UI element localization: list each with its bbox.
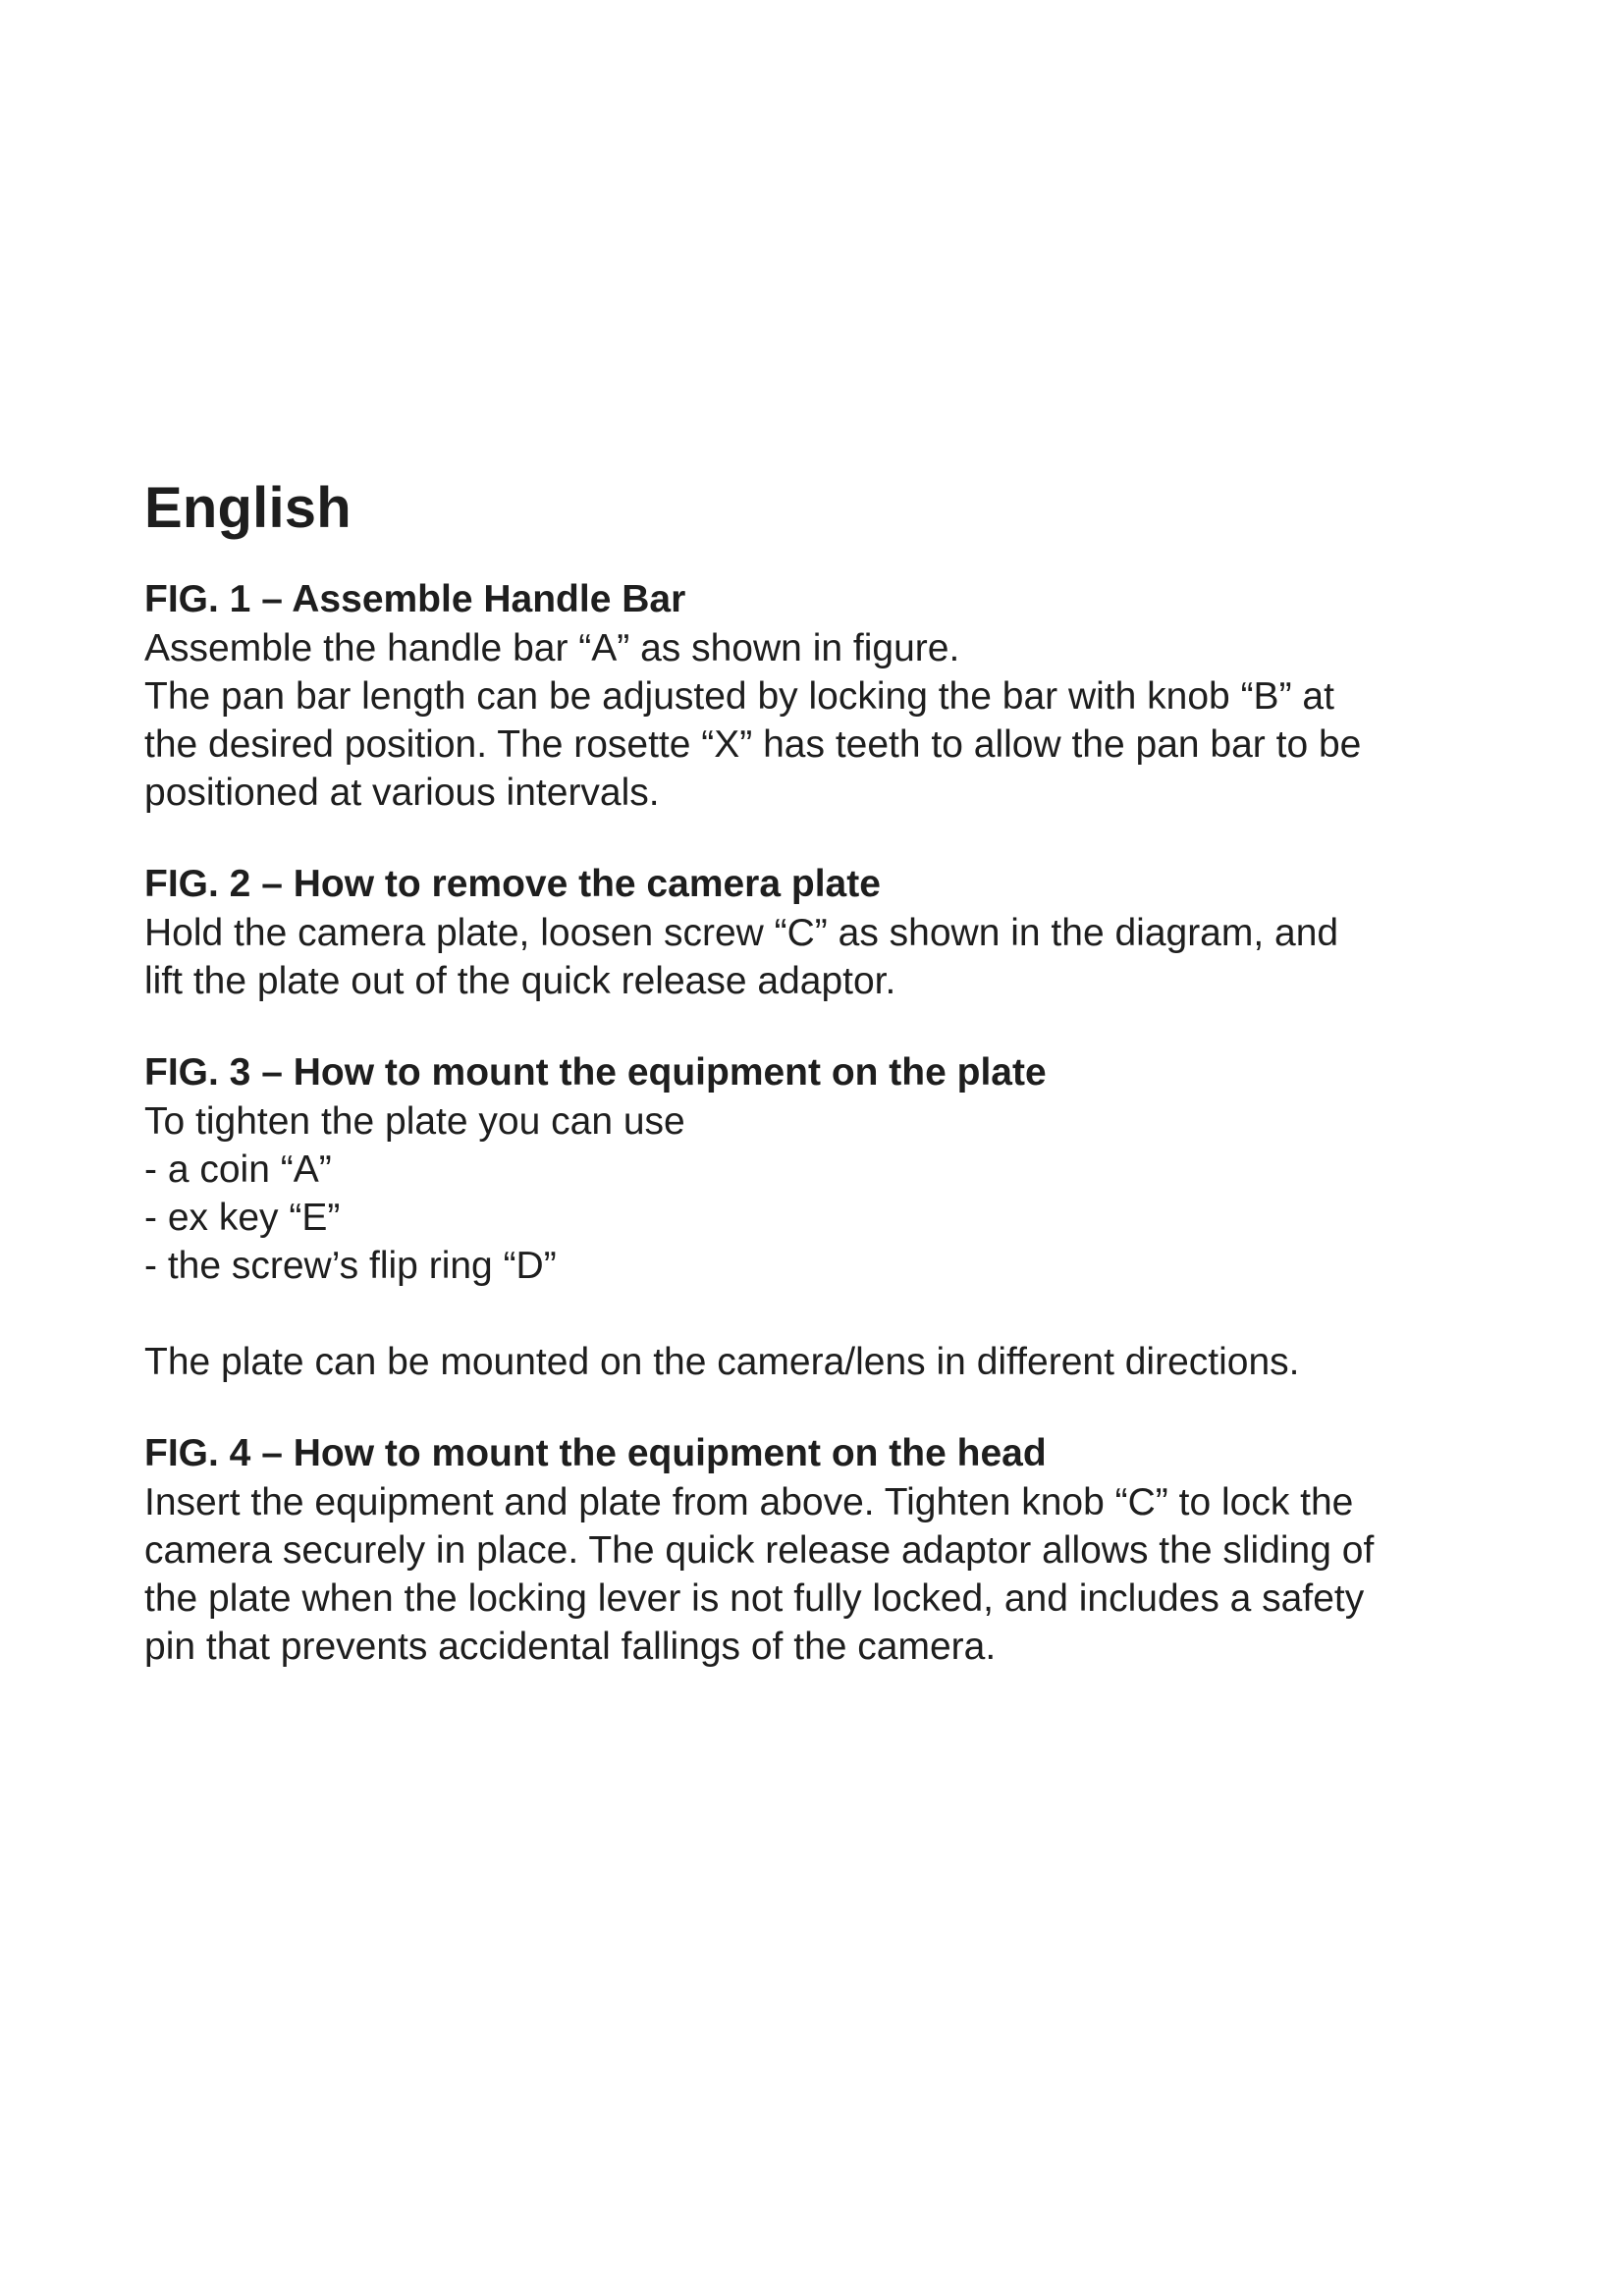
list-item: - a coin “A” — [144, 1148, 332, 1191]
fig-1-heading: FIG. 1 – Assemble Handle Bar — [144, 578, 686, 620]
fig-3-note: The plate can be mounted on the camera/lens in different directions. — [144, 1341, 1300, 1383]
language-heading: English — [144, 476, 352, 540]
document-body — [144, 469, 1499, 1714]
paragraph-gap — [144, 1290, 1499, 1338]
fig-4-line-3: the plate when the locking lever is not fully locked, and includes a safety — [144, 1577, 1365, 1620]
fig-1-line-3: the desired position. The rosette “X” has teeth to allow the pan bar to be — [144, 723, 1362, 766]
fig-2-section — [144, 860, 1499, 1005]
fig-2-heading: FIG. 2 – How to remove the camera plate — [144, 863, 881, 905]
fig-1-line-1: Assemble the handle bar “A” as shown in figure. — [144, 627, 960, 669]
fig-3-section — [144, 1048, 1499, 1386]
fig-3-heading: FIG. 3 – How to mount the equipment on the plate — [144, 1051, 1047, 1094]
list-item: - the screw’s flip ring “D” — [144, 1245, 557, 1287]
fig-4-line-1: Insert the equipment and plate from above. Tighten knob “C” to lock the — [144, 1481, 1354, 1523]
fig-2-line-2: lift the plate out of the quick release adaptor. — [144, 960, 896, 1002]
fig-4-section — [144, 1429, 1499, 1671]
fig-1-line-2: The pan bar length can be adjusted by locking the bar with knob “B” at — [144, 675, 1334, 718]
fig-3-intro: To tighten the plate you can use — [144, 1100, 685, 1143]
fig-1-section — [144, 575, 1499, 817]
fig-1-line-4: positioned at various intervals. — [144, 772, 660, 814]
list-item: - ex key “E” — [144, 1197, 341, 1239]
fig-2-line-1: Hold the camera plate, loosen screw “C” as shown in the diagram, and — [144, 912, 1339, 954]
fig-4-heading: FIG. 4 – How to mount the equipment on the head — [144, 1432, 1047, 1474]
fig-4-line-4: pin that prevents accidental fallings of the camera. — [144, 1626, 997, 1668]
fig-4-line-2: camera securely in place. The quick release adaptor allows the sliding of — [144, 1529, 1375, 1572]
